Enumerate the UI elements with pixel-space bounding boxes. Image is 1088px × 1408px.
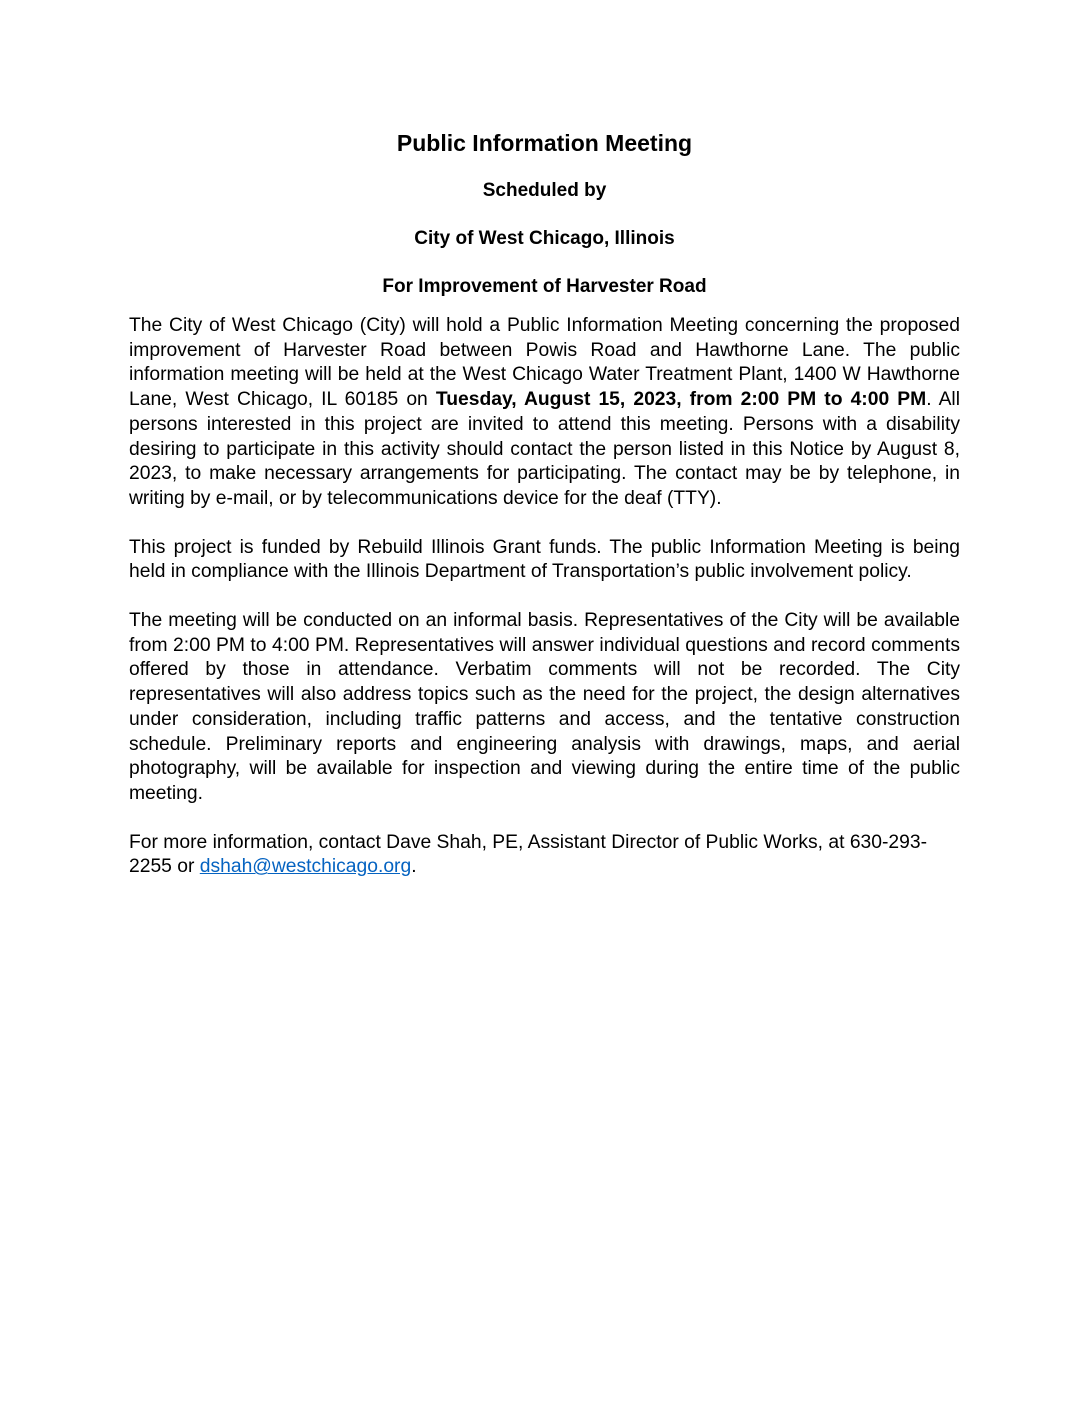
document-body [129,314,960,880]
subtitle-project: For Improvement of Harvester Road [382,276,707,297]
paragraph-meeting-details-text-2: . All persons interested in this project are invited to attend this meeting. Persons with a disability desiring to participate in this activity should contact the person listed in this Notice by August 8, 2023, to make necessary arrangements for participating. The contact may be by telephone, in writing by e-mail, or by telecommunications device for the deaf (TTY). [129,389,960,509]
paragraph-meeting-details-text-1: The City of West Chicago (City) will hold a Public Information Meeting concerning the proposed improvement of Harvester Road between Powis Road and Hawthorne Lane. The public information meeting will be held at the West Chicago Water Treatment Plant, 1400 W Hawthorne Lane, West Chicago, IL 60185 on [129,315,960,411]
paragraph-meeting-details [129,314,960,512]
contact-text: For more information, contact Dave Shah, PE, Assistant Director of Public Works, at 630-293-2255 or [129,831,928,878]
paragraph-contact [129,831,960,880]
paragraph-funding: This project is funded by Rebuild Illinois Grant funds. The public Information Meeting is being held in compliance with the Illinois Department of Transportation’s public involvement policy. [129,536,960,583]
subtitle-scheduled-by: Scheduled by [482,180,607,201]
meeting-date-time: Tuesday, August 15, 2023, from 2:00 PM to 4:00 PM [435,389,927,411]
contact-text-end: . [411,856,417,878]
subtitle-city: City of West Chicago, Illinois [414,228,675,249]
document-content [129,126,960,904]
contact-email-link[interactable]: dshah@westchicago.org [199,856,412,878]
document-title: Public Information Meeting [396,130,693,156]
paragraph-meeting-format: The meeting will be conducted on an informal basis. Representatives of the City will be available from 2:00 PM to 4:00 PM. Representatives will answer individual questions and record comments offered by those in attendance. Verbatim comments will not be recorded. The City representatives will also address topics such as the need for the project, the design alternatives under consideration, including traffic patterns and access, and the tentative construction schedule. Preliminary reports and engineering analysis with drawings, maps, and aerial photography, will be available for inspection and viewing during the entire time of the public meeting. [129,610,960,804]
